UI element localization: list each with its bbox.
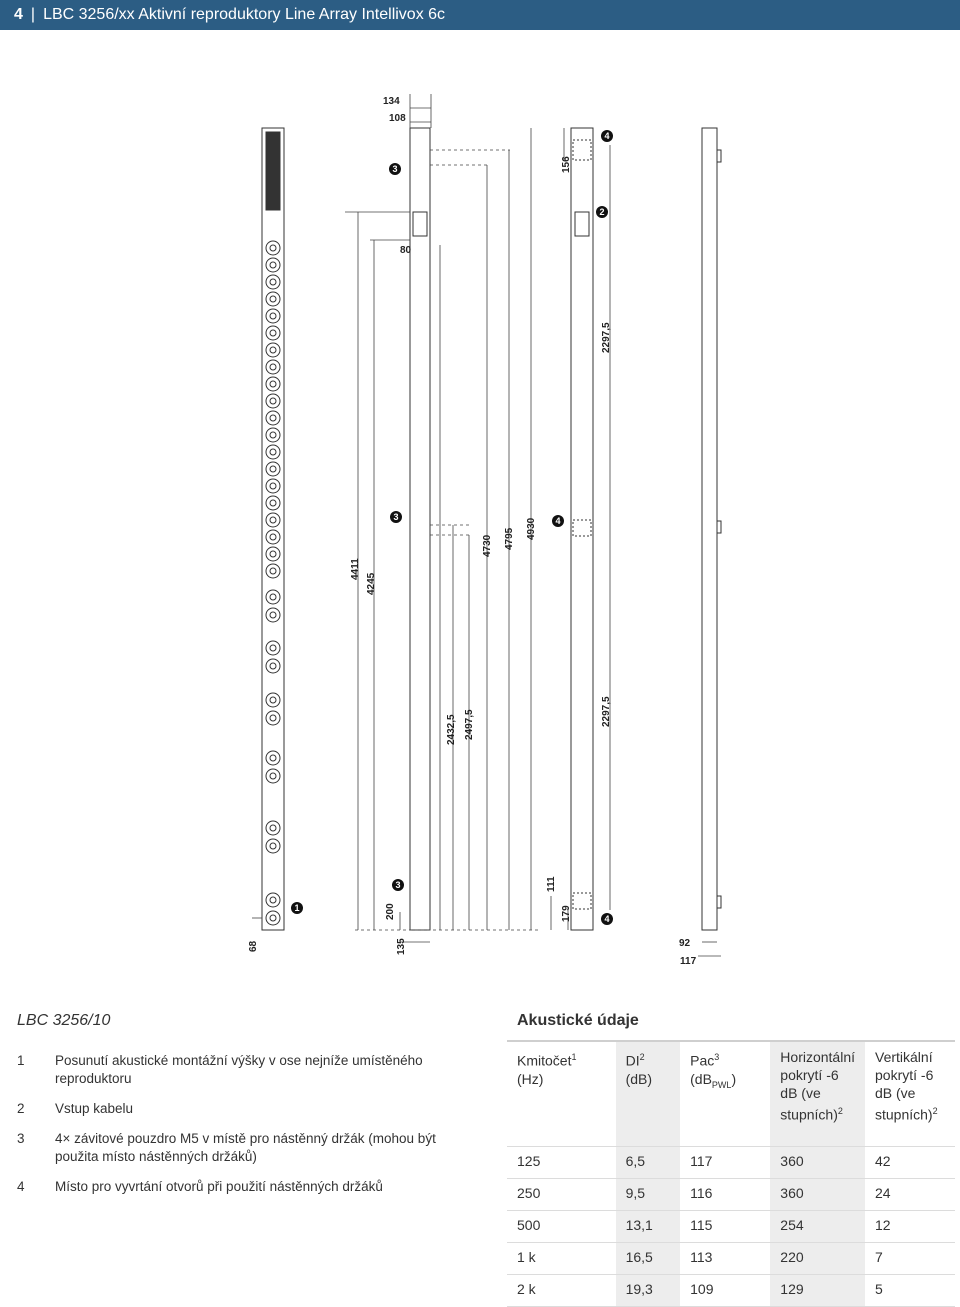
legend-item [17, 1052, 447, 1088]
speaker-driver [266, 411, 280, 425]
speaker-cone [270, 296, 276, 302]
legend-number: 3 [17, 1131, 25, 1146]
table-row [507, 1179, 955, 1211]
table-cell: 250 [507, 1179, 616, 1211]
callout-3-bottom [392, 879, 404, 891]
speaker-driver [266, 428, 280, 442]
speaker-driver [266, 326, 280, 340]
speaker-driver [266, 394, 280, 408]
speaker-cone [270, 364, 276, 370]
table-cell: 125 [507, 1147, 616, 1179]
table-header-row [507, 1041, 955, 1147]
speaker-driver [266, 821, 280, 835]
drill-area-bottom [573, 893, 591, 909]
side-view-2 [571, 128, 593, 930]
table-cell: 220 [770, 1243, 865, 1275]
table-cell: 117 [680, 1147, 770, 1179]
dim-200: 200 [385, 903, 396, 920]
speaker-cone [270, 279, 276, 285]
speaker-driver [266, 343, 280, 357]
table-row [507, 1275, 955, 1307]
page-number: 4 [14, 6, 23, 23]
speaker-driver [266, 513, 280, 527]
speaker-cone [270, 415, 276, 421]
speaker-cone [270, 466, 276, 472]
page-title: LBC 3256/xx Aktivní reproduktory Line Array Intellivox 6c [43, 6, 446, 23]
table-cell: 5 [865, 1275, 955, 1307]
table-cell: 254 [770, 1211, 865, 1243]
table-row [507, 1243, 955, 1275]
speaker-cone [270, 594, 276, 600]
speaker-cone [270, 432, 276, 438]
speaker-cone [270, 534, 276, 540]
speaker-cone [270, 262, 276, 268]
callout-4-top [601, 130, 613, 142]
speaker-driver [266, 590, 280, 604]
table-cell: 9,5 [616, 1179, 681, 1211]
speaker-driver [266, 711, 280, 725]
speaker-cone [270, 517, 276, 523]
dim-4245: 4245 [366, 572, 377, 595]
dim-117: 117 [680, 956, 697, 967]
col-header-di: $DI^2$ (dB) [616, 1041, 681, 1147]
dim-2432-5: 2432,5 [446, 714, 457, 745]
dim-4411: 4411 [350, 558, 361, 580]
dim-4730: 4730 [482, 534, 493, 557]
speaker-driver [266, 496, 280, 510]
dim-80: 80 [400, 245, 412, 256]
svg-text:4: 4 [604, 914, 610, 924]
table-cell: 360 [770, 1179, 865, 1211]
speaker-cone [270, 612, 276, 618]
table-cell: 1 k [507, 1243, 616, 1275]
cable-entry-box-2 [575, 212, 589, 236]
col-header-horizontal: Horizontální pokrytí -6 dB (ve stupních)$^2$ [770, 1041, 865, 1147]
speaker-cone [270, 755, 276, 761]
speaker-driver [266, 445, 280, 459]
col-header-frequency: Kmitočet$^1$ (Hz) [507, 1041, 616, 1147]
dim-68: 68 [248, 940, 259, 952]
legend-text: Místo pro vyvrtání otvorů při použití nástěnných držáků [55, 1179, 383, 1194]
bracket-top [717, 150, 721, 162]
speaker-cone [270, 773, 276, 779]
svg-text:3: 3 [392, 164, 398, 174]
bracket-mid [717, 521, 721, 533]
callout-1 [291, 902, 303, 914]
svg-text:1: 1 [294, 903, 300, 913]
speaker-cone [270, 663, 276, 669]
dim-2497-5: 2497,5 [464, 709, 475, 740]
grille-top [266, 132, 280, 210]
table-cell: 6,5 [616, 1147, 681, 1179]
table-cell: 116 [680, 1179, 770, 1211]
dim-2297-5-top: 2297,5 [601, 322, 612, 353]
speaker-cone [270, 347, 276, 353]
speaker-cone [270, 915, 276, 921]
legend [17, 1052, 447, 1208]
speaker-cone [270, 330, 276, 336]
table-cell: 113 [680, 1243, 770, 1275]
speaker-driver [266, 530, 280, 544]
header-separator: | [30, 6, 36, 23]
speaker-driver [266, 547, 280, 561]
dim-4930: 4930 [526, 517, 537, 540]
speaker-driver [266, 258, 280, 272]
speaker-driver [266, 479, 280, 493]
legend-text: Posunutí akustické montážní výšky v ose nejníže umístěného reproduktoru [55, 1053, 423, 1086]
speaker-driver [266, 377, 280, 391]
bracket-bottom [717, 896, 721, 908]
speaker-cone [270, 843, 276, 849]
cable-entry-box [413, 212, 427, 236]
speaker-driver [266, 241, 280, 255]
callout-3-mid [390, 511, 402, 523]
callout-3-top [389, 163, 401, 175]
legend-item [17, 1178, 447, 1196]
table-cell: 2 k [507, 1275, 616, 1307]
speaker-array [266, 241, 280, 925]
speaker-driver [266, 641, 280, 655]
col-header-pac: Pac$^3$ $(dB_{PWL})$ [680, 1041, 770, 1147]
speaker-cone [270, 483, 276, 489]
speaker-driver [266, 462, 280, 476]
speaker-driver [266, 839, 280, 853]
dim-92: 92 [679, 938, 691, 949]
table-cell: 500 [507, 1211, 616, 1243]
legend-number: 1 [17, 1053, 25, 1068]
speaker-cone [270, 645, 276, 651]
speaker-cone [270, 897, 276, 903]
legend-number: 4 [17, 1179, 25, 1194]
dim-134: 134 [383, 96, 400, 107]
side-view-1 [410, 128, 430, 930]
speaker-driver [266, 564, 280, 578]
svg-text:3: 3 [395, 880, 401, 890]
figure-caption: LBC 3256/10 [17, 1012, 111, 1029]
speaker-driver [266, 893, 280, 907]
table-cell: 7 [865, 1243, 955, 1275]
speaker-cone [270, 313, 276, 319]
drill-area-top [573, 140, 591, 160]
table-cell: 16,5 [616, 1243, 681, 1275]
table-cell: 115 [680, 1211, 770, 1243]
svg-text:3: 3 [393, 512, 399, 522]
acoustic-table-body [507, 1147, 955, 1307]
speaker-driver [266, 693, 280, 707]
table-cell: 12 [865, 1211, 955, 1243]
speaker-driver [266, 309, 280, 323]
speaker-driver [266, 751, 280, 765]
col-header-vertical: Vertikální pokrytí -6 dB (ve stupních)$^2$ [865, 1041, 955, 1147]
svg-text:2: 2 [599, 207, 605, 217]
acoustic-table [507, 1040, 955, 1307]
table-cell: 42 [865, 1147, 955, 1179]
drill-area-mid [573, 520, 591, 536]
callout-2 [596, 206, 608, 218]
technical-drawing [0, 30, 960, 980]
speaker-cone [270, 697, 276, 703]
dim-2297-5-bottom: 2297,5 [601, 696, 612, 727]
speaker-driver [266, 275, 280, 289]
dim-111: 111 [546, 876, 557, 892]
table-cell: 24 [865, 1179, 955, 1211]
side-view-3 [702, 128, 717, 930]
speaker-driver [266, 659, 280, 673]
legend-text: Vstup kabelu [55, 1101, 134, 1116]
legend-item [17, 1130, 447, 1166]
table-cell: 109 [680, 1275, 770, 1307]
speaker-driver [266, 292, 280, 306]
dim-4795: 4795 [504, 527, 515, 550]
speaker-cone [270, 551, 276, 557]
dim-108: 108 [389, 113, 406, 124]
speaker-cone [270, 568, 276, 574]
speaker-driver [266, 360, 280, 374]
callout-4-mid [552, 515, 564, 527]
speaker-cone [270, 398, 276, 404]
front-view-outline [262, 128, 284, 930]
speaker-driver [266, 911, 280, 925]
svg-text:4: 4 [604, 131, 610, 141]
acoustic-title: Akustické údaje [517, 1012, 639, 1029]
callout-4-bottom [601, 913, 613, 925]
legend-number: 2 [17, 1101, 25, 1116]
table-row [507, 1211, 955, 1243]
page-header [0, 0, 960, 30]
speaker-cone [270, 500, 276, 506]
speaker-driver [266, 608, 280, 622]
speaker-cone [270, 825, 276, 831]
legend-item [17, 1100, 447, 1118]
speaker-cone [270, 245, 276, 251]
table-cell: 360 [770, 1147, 865, 1179]
speaker-cone [270, 715, 276, 721]
speaker-cone [270, 449, 276, 455]
legend-text: 4× závitové pouzdro M5 v místě pro nástěnný držák (mohou být použita místo nástěnných držáků) [55, 1131, 436, 1164]
table-cell: 129 [770, 1275, 865, 1307]
dim-179: 179 [561, 905, 572, 922]
dim-156: 156 [561, 156, 572, 173]
svg-text:4: 4 [555, 516, 561, 526]
speaker-driver [266, 769, 280, 783]
table-row [507, 1147, 955, 1179]
speaker-cone [270, 381, 276, 387]
dim-135: 135 [396, 938, 407, 955]
table-cell: 19,3 [616, 1275, 681, 1307]
table-cell: 13,1 [616, 1211, 681, 1243]
